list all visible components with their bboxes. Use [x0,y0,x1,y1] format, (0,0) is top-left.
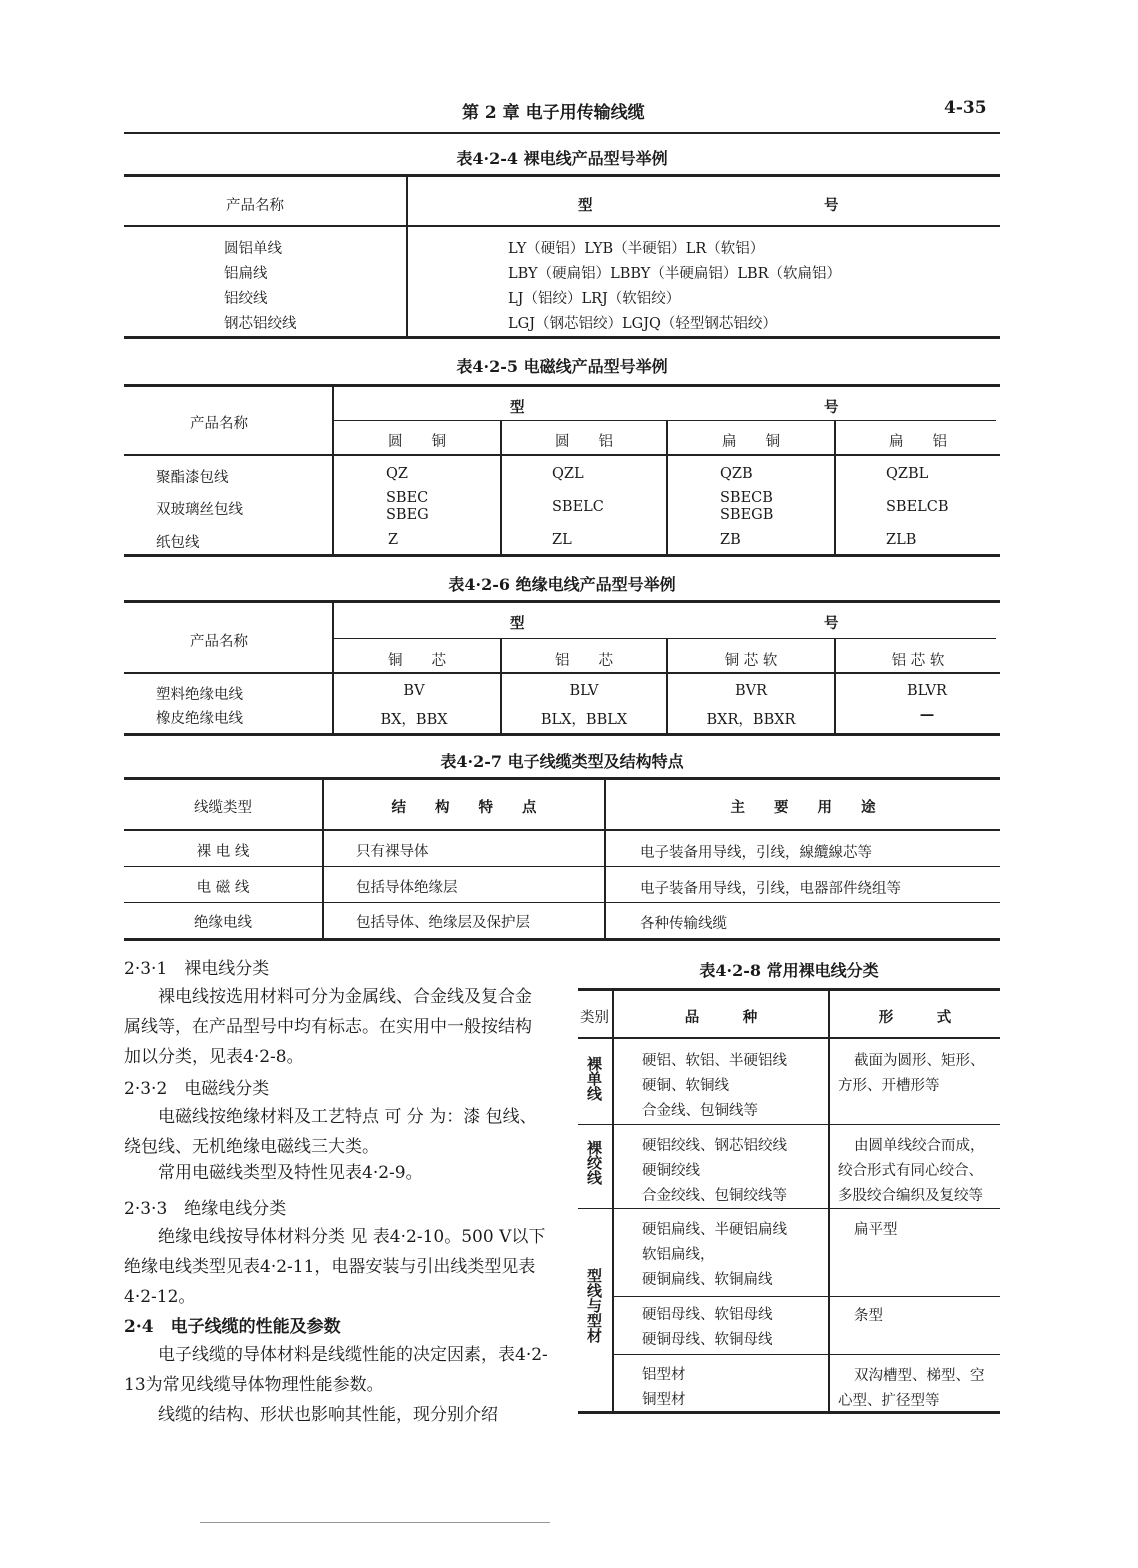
t5-r0-c1: QZL [552,466,584,482]
t6-r0-c0: BV [403,683,425,699]
paragraph-text: 线缆的结构、形状也影响其性能，现分别介绍 [158,1405,498,1425]
t8-g1-f0: 由圆单线绞合而成， [854,1138,985,1154]
t6-r1-c2: BXR，BBXR [706,712,796,728]
rule [124,225,1000,227]
paragraph-text: 常用电磁线类型及特性见表4·2-9。 [158,1163,423,1183]
paragraph-text: 电磁线按绝缘材料及工艺特点 可 分 为：漆 包线、绕包线、无机绝缘电磁线三大类。 [124,1107,537,1157]
t5-r0-c2: QZB [720,466,753,482]
t4-r3-type: LGJ（钢芯铝绞）LGJQ（轻型钢芯铝绞） [508,316,777,332]
t4-r1-type: LBY（硬扁铝）LBBY（半硬扁铝）LBR（软扁铝） [508,266,842,282]
rule [614,1296,1000,1297]
t5-col-1: 圆 铝 [555,434,613,450]
t6-r1-c3: — [919,706,935,723]
t4-r0-name: 圆铝单线 [224,241,282,257]
t8-cat-1: 裸绞线 [585,1140,603,1185]
t4-r2-name: 铝绞线 [224,291,268,307]
t5-col-0: 圆 铜 [388,434,446,450]
t6-h-type1: 型 [510,615,525,632]
t5-r1-name: 双玻璃丝包线 [156,502,243,518]
t8-g2s2-k0: 铝型材 [642,1367,686,1383]
t8-g2s1-f0: 条型 [854,1308,883,1324]
paragraph-text: 电子线缆的导体材料是线缆性能的决定因素，表4·2-13为常见线缆导体物理性能参数。 [124,1345,548,1395]
t8-h-1: 品 种 [684,1009,758,1026]
rule [124,866,1000,867]
rule [124,902,1000,903]
t8-g1-k2: 合金绞线、包铜绞线等 [642,1188,787,1204]
divider [332,387,334,554]
footer-rule [200,1522,550,1523]
t8-g2s2-f1: 心型、扩径型等 [838,1393,940,1409]
t6-r0-name: 塑料绝缘电线 [156,687,243,703]
chapter-header: 第 2 章 电子用传输线缆 [462,103,645,123]
t8-g2s0-f0: 扁平型 [854,1222,898,1238]
t6-col-2: 铜 芯 软 [724,653,778,669]
t8-h-2: 形 式 [878,1009,952,1026]
t7-h-2: 主 要 用 途 [730,799,876,816]
t6-col-0: 铜 芯 [388,653,446,669]
t8-g2s2-f0: 双沟槽型、梯型、空 [854,1368,985,1384]
t6-r1-name: 橡皮绝缘电线 [156,711,243,727]
t8-g2s0-k0: 硬铝扁线、半硬铝扁线 [642,1222,787,1238]
t7-r0-type: 裸 电 线 [196,844,250,860]
header-rule [124,132,1000,134]
t4-r0-type: LY（硬铝）LYB（半硬铝）LR（软铝） [508,241,765,257]
t6-r0-c1: BLV [569,683,599,699]
section-2-3-2: 2·3·2 电磁线分类 [124,1079,270,1099]
section-2-3-1: 2·3·1 裸电线分类 [124,959,270,979]
rule [124,829,1000,831]
rule [124,384,1000,387]
divider [612,991,614,1411]
t8-g1-k1: 硬铜绞线 [642,1163,700,1179]
table-title-4-2-6: 表4·2-6 绝缘电线产品型号举例 [448,575,676,594]
t8-g2s2-k1: 铜型材 [642,1392,686,1408]
t8-g0-k2: 合金线、包铜线等 [642,1103,758,1119]
t5-r2-c3: ZLB [886,532,917,548]
t7-r2-struct: 包括导体、绝缘层及保护层 [356,915,530,931]
section-2-3-3: 2·3·3 绝缘电线分类 [124,1199,287,1219]
t4-h-name: 产品名称 [226,198,284,214]
rule [124,174,1000,177]
t7-h-0: 线缆类型 [194,800,252,816]
t5-h-type2: 号 [824,399,839,416]
t5-r1-c0: SBEC SBEG [386,490,429,523]
t6-r1-c0: BX，BBX [380,712,448,728]
t8-g0-k1: 硬铜、软铜线 [642,1078,729,1094]
t5-r0-name: 聚酯漆包线 [156,470,229,486]
rule [334,638,996,639]
t8-cat-0: 裸单线 [585,1056,603,1101]
t6-col-3: 铝 芯 软 [891,653,945,669]
t7-r0-use: 电子装备用导线，引线，線纜線芯等 [640,845,872,861]
rule [614,1354,1000,1355]
rule [124,938,1000,941]
t7-r0-struct: 只有裸导体 [356,844,429,860]
t7-h-1: 结 构 特 点 [391,799,537,816]
t5-h-type1: 型 [510,399,525,416]
rule [578,1037,1000,1039]
table-title-4-2-5: 表4·2-5 电磁线产品型号举例 [456,357,668,376]
t4-r2-type: LJ（铝绞）LRJ（软铝绞） [508,291,681,307]
t4-h-type1: 型 [578,197,593,214]
t5-r0-c3: QZBL [886,466,929,482]
table-title-4-2-4: 表4·2-4 裸电线产品型号举例 [456,149,668,168]
divider [828,991,830,1411]
t4-h-type2: 号 [824,197,839,214]
rule [124,600,1000,603]
t6-h-name: 产品名称 [190,634,248,650]
t8-g2s0-k1: 软铝扁线， [642,1247,715,1263]
rule [578,1411,1000,1414]
t6-h-type2: 号 [824,615,839,632]
t7-r1-use: 电子装备用导线，引线，电器部件绕组等 [640,881,901,897]
t5-r2-c2: ZB [720,532,741,548]
t6-r1-c1: BLX，BBLX [540,712,628,728]
rule [124,733,1000,736]
rule [578,1124,1000,1125]
t8-g0-f1: 方形、开槽形等 [838,1078,940,1094]
t6-col-1: 铝 芯 [555,653,613,669]
t5-r1-c1: SBELC [552,499,604,515]
paragraph-3 [124,1158,548,1188]
t7-r1-type: 电 磁 线 [196,880,250,896]
t7-r2-use: 各种传输线缆 [640,916,727,932]
t5-r1-c2: SBECB SBEGB [720,490,774,523]
t5-col-3: 扁 铝 [889,434,947,450]
t8-g2s1-k0: 硬铝母线、软铝母线 [642,1307,773,1323]
rule [124,554,1000,557]
paragraph-text: 裸电线按选用材料可分为金属线、合金线及复合金属线等，在产品型号中均有标志。在实用中一般按结构加以分类，见表4·2-8。 [124,987,532,1067]
table-title-4-2-8: 表4·2-8 常用裸电线分类 [699,961,879,980]
rule [124,336,1000,339]
t7-r1-struct: 包括导体绝缘层 [356,880,458,896]
t8-g2s0-k2: 硬铜扁线、软铜扁线 [642,1272,773,1288]
rule [124,454,1000,456]
t8-g0-k0: 硬铝、软铝、半硬铝线 [642,1053,787,1069]
paragraph-4 [124,1222,548,1312]
t7-r2-type: 绝缘电线 [194,915,252,931]
rule [124,777,1000,780]
t8-g1-f1: 绞合形式有同心绞合、 [838,1163,983,1179]
divider [406,177,408,225]
t5-r1-c3: SBELCB [886,499,949,515]
paragraph-6 [124,1400,548,1430]
t5-r0-c0: QZ [386,466,408,482]
t5-r2-c0: Z [388,532,399,548]
t5-r2-c1: ZL [552,532,572,548]
paragraph-1 [124,982,548,1072]
t5-r2-name: 纸包线 [156,535,200,551]
t8-cat-2: 型线与型材 [585,1268,603,1343]
paragraph-2 [124,1102,548,1162]
section-2-4: 2·4 电子线缆的性能及参数 [124,1317,341,1337]
t8-h-0: 类别 [580,1010,609,1026]
table-title-4-2-7: 表4·2-7 电子线缆类型及结构特点 [440,752,684,771]
t8-g2s1-k1: 硬铜母线、软铜母线 [642,1332,773,1348]
t8-g1-f2: 多股绞合编织及复绞等 [838,1188,983,1204]
t5-col-2: 扁 铜 [722,434,780,450]
t6-r0-c3: BLVR [907,683,947,699]
paragraph-text: 绝缘电线按导体材料分类 见 表4·2-10。500 V以下绝缘电线类型见表4·2-11，电器安装与引出线类型见表4·2-12。 [124,1227,546,1307]
rule [578,1208,1000,1209]
rule [334,420,996,421]
t4-r1-name: 铝扁线 [224,266,268,282]
rule [578,988,1000,991]
t8-g1-k0: 硬铝绞线、钢芯铝绞线 [642,1138,787,1154]
t4-r3-name: 钢芯铝绞线 [224,316,297,332]
t8-g0-f0: 截面为圆形、矩形、 [854,1053,985,1069]
t5-h-name: 产品名称 [190,416,248,432]
paragraph-5 [124,1340,548,1400]
divider [406,227,408,336]
rule [124,672,1000,674]
page-number: 4-35 [944,98,987,118]
t6-r0-c2: BVR [734,683,768,699]
